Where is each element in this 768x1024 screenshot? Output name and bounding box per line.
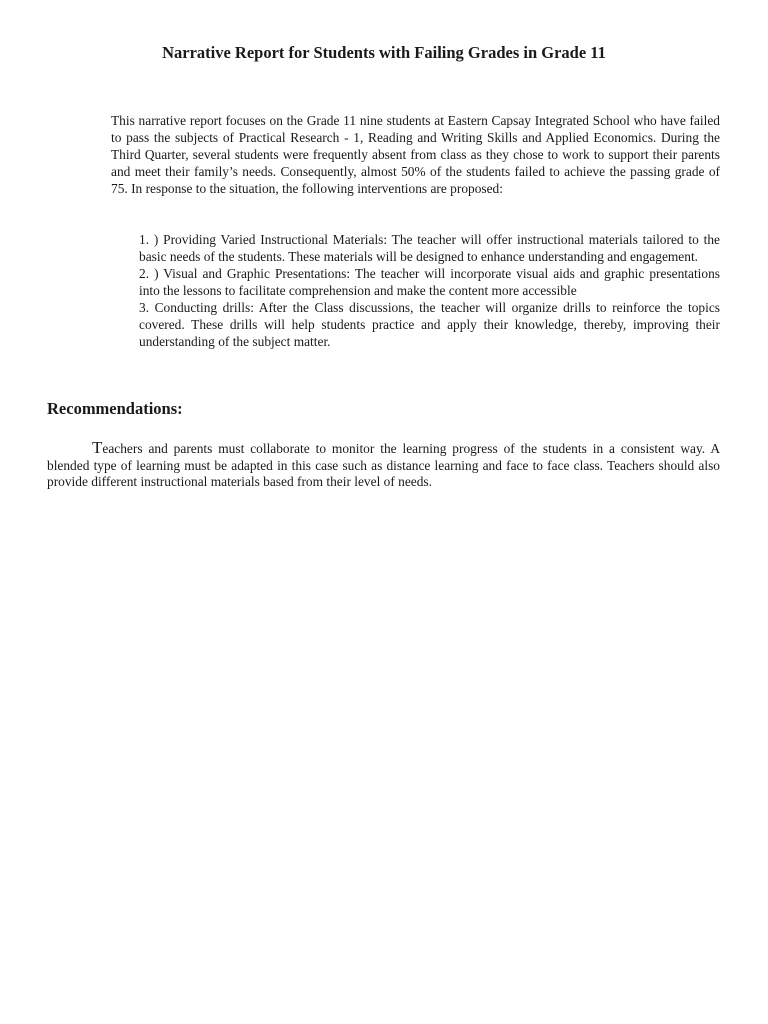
intervention-item: 3. Conducting drills: After the Class discussions, the teacher will organize drills to reinforce the topics covered. These drills will help students practice and apply their knowledge, thereby, improving their understanding of the subject matter. [139, 300, 720, 349]
interventions-list [139, 231, 720, 350]
document-title: Narrative Report for Students with Failing Grades in Grade 11 [162, 43, 606, 62]
recommendations-first-letter: T [92, 438, 103, 457]
intro-paragraph: This narrative report focuses on the Grade 11 nine students at Eastern Capsay Integrated School who have failed to pass the subjects of Practical Research - 1, Reading and Writing Skills and Applied Economics. During the Third Quarter, several students were frequently absent from class as they chose to work to support their parents and meet their family’s needs. Consequently, almost 50% of the students failed to achieve the passing grade of 75. In response to the situation, the following interventions are proposed: [111, 113, 720, 196]
recommendations-body-text: eachers and parents must collaborate to monitor the learning progress of the students in a consistent way. A blended type of learning must be adapted in this case such as distance learning and face to face class. Teachers should also provide different instructional materials based from their level of needs. [47, 441, 720, 489]
intervention-item: 1. ) Providing Varied Instructional Materials: The teacher will offer instructional materials tailored to the basic needs of the students. These materials will be designed to enhance understanding and engagement. [139, 232, 720, 264]
recommendations-heading: Recommendations: [47, 399, 183, 418]
intervention-item: 2. ) Visual and Graphic Presentations: The teacher will incorporate visual aids and graphic presentations into the lessons to facilitate comprehension and make the content more accessible [139, 266, 720, 298]
recommendations-paragraph [47, 440, 720, 491]
